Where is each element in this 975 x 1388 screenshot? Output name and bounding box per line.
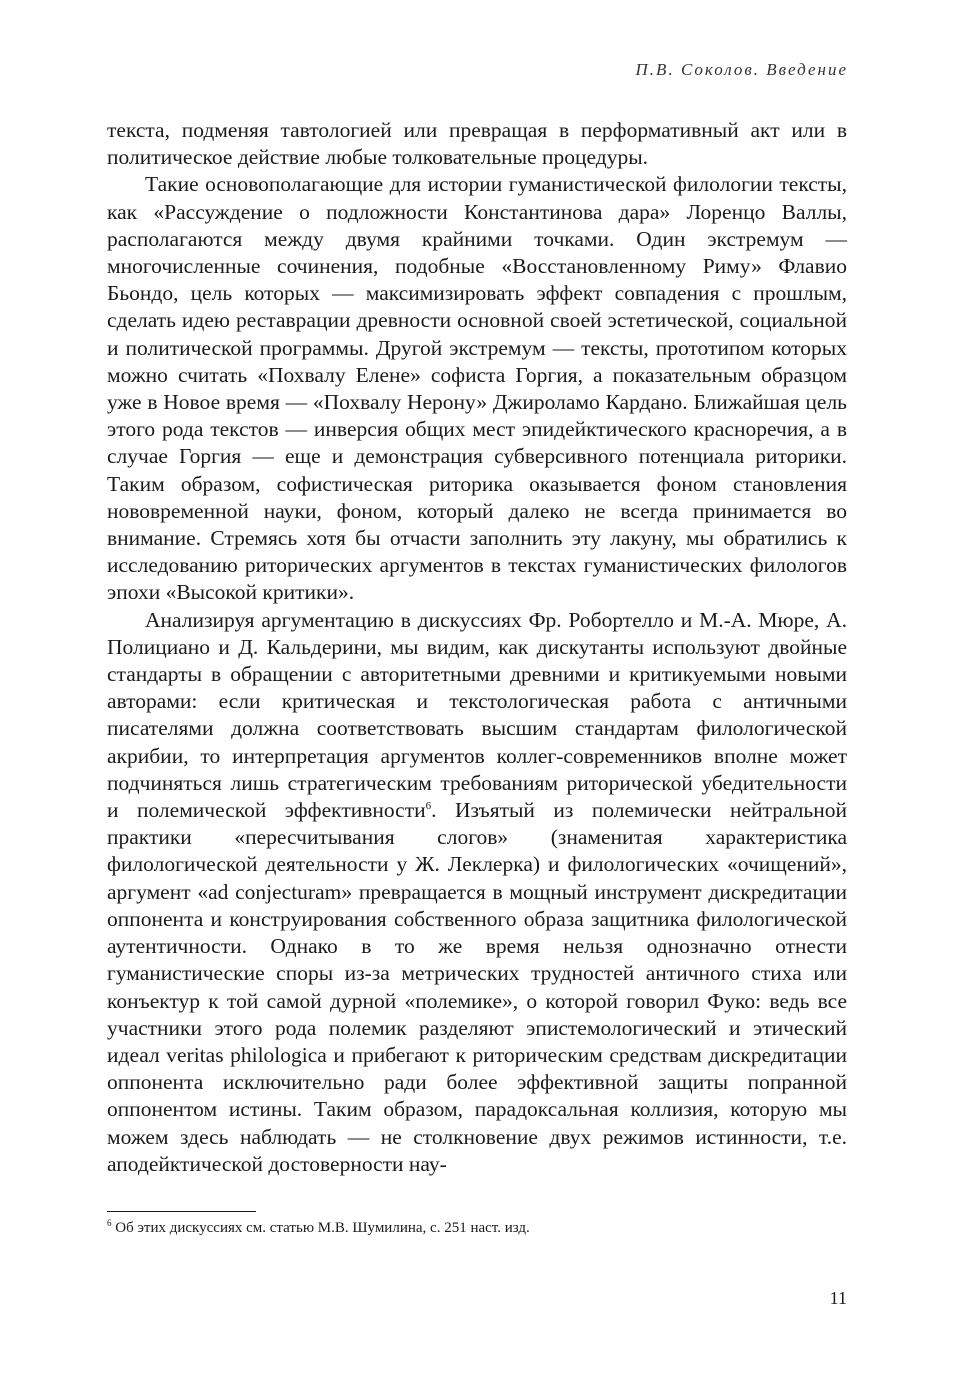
paragraph-2: Такие основополагающие для истории гуманистической филологии тексты, как «Рассуждение о подложности Константинова дара» Лоренцо Валлы, располагаются между двумя крайними точками. Один экстремум — многочисленные сочинения, подобные «Восстановленному Риму» Флавио Бьондо, цель которых — максимизировать эффект совпадения с прошлым, сделать идею реставрации древности основной своей эстетической, социальной и политической программы. Другой экстремум — тексты, прототипом которых можно считать «Похвалу Елене» софиста Горгия, а показательным образцом уже в Новое время — «Похвалу Нерону» Джироламо Кардано. Ближайшая цель этого рода текстов — инверсия общих мест эпидейктического красноречия, а в случае Горгия — еще и демонстрация субверсивного потенциала риторики. Таким образом, софистическая риторика оказывается фоном становления нововременной науки, фоном, который далеко не всегда принимается во внимание. Стремясь хотя бы отчасти заполнить эту лакуну, мы обратились к исследованию риторических аргументов в текстах гуманистических филологов эпохи «Высокой критики». [107,172,847,605]
footnote-reference[interactable]: 6 [425,799,432,812]
footnote-number: 6 [107,1218,112,1228]
paragraph-1: текста, подменяя тавтологией или превращая в перформативный акт или в политическое действие любые толковательные процедуры. [107,118,847,170]
paragraph-3-text-after-note: . Изъятый из полемически нейтральной практики «пересчитывания слогов» (знаменитая характеристика филологической деятельности у Ж. Леклерка) и филологических «очищений», аргумент «ad conjecturam» превращается в мощный инструмент дискредитации оппонента и конструирования собственного образа защитника филологической аутентичности. Однако в то же время нельзя однозначно отнести гуманистические споры из-за метрических трудностей античного стиха или конъектур к той самой дурной «полемике», о которой говорил Фуко: ведь все участники этого рода полемик разделяют эпистемологический и этический идеал veritas philologica и прибегают к риторическим средствам дискредитации оппонента исключительно ради более эффективной защиты попранной оппонентом истины. Таким образом, парадоксальная коллизия, которую мы можем здесь наблюдать — не столкновение двух режимов истинности, т.е. аподейктической достоверности нау- [107,798,847,1176]
page-number: 11 [829,1288,847,1308]
body-text [107,117,847,1178]
footnote-divider [107,1211,256,1212]
paragraph-3-text-before-note: Анализируя аргументацию в дискуссиях Фр. Робортелло и М.-А. Мюре, А. Полициано и Д. Кальдерини, мы видим, как дискутанты используют двойные стандарты в обращении с авторитетными древними и критикуемыми новыми авторами: если критическая и текстологическая работа с античными писателями должна соответствовать высшим стандартам филологической акрибии, то интерпретация аргументов коллег-современников вполне может подчиняться лишь стратегическим требованиям риторической убедительности и полемической эффективности [107,607,847,823]
paragraph-3 [107,607,847,1178]
footnote-text: Об этих дискуссиях см. статью М.В. Шумилина, с. 251 наст. изд. [115,1220,530,1236]
running-head: П.В. Соколов. Введение [635,60,848,79]
footnote [107,1218,847,1238]
